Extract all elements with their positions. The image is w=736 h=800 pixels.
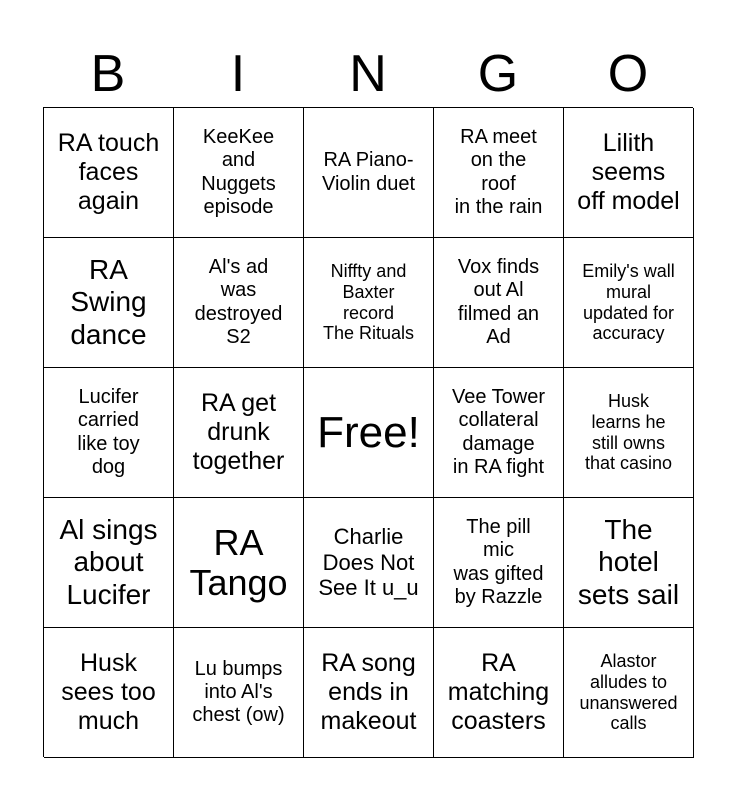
bingo-cell-r4c4[interactable]: The pill mic was gifted by Razzle — [434, 498, 564, 628]
bingo-board — [43, 107, 693, 757]
bingo-cell-r5c4[interactable]: RA matching coasters — [434, 628, 564, 758]
bingo-cell-r1c4[interactable]: RA meet on the roof in the rain — [434, 108, 564, 238]
header-letter-i: I — [230, 45, 246, 103]
bingo-cell-r3c1[interactable]: Lucifer carried like toy dog — [44, 368, 174, 498]
bingo-cell-free[interactable]: Free! — [304, 368, 434, 498]
bingo-cell-r2c2[interactable]: Al's ad was destroyed S2 — [174, 238, 304, 368]
bingo-cell-r4c1[interactable]: Al sings about Lucifer — [44, 498, 174, 628]
header-letter-n: N — [349, 45, 387, 103]
header-letter-b: B — [90, 45, 126, 103]
bingo-cell-r3c4[interactable]: Vee Tower collateral damage in RA fight — [434, 368, 564, 498]
header-letter-o: O — [607, 45, 649, 103]
bingo-cell-r4c2[interactable]: RA Tango — [174, 498, 304, 628]
bingo-cell-r3c2[interactable]: RA get drunk together — [174, 368, 304, 498]
bingo-cell-r5c5[interactable]: Alastor alludes to unanswered calls — [564, 628, 694, 758]
header-letter-g: G — [477, 45, 519, 103]
bingo-cell-r5c3[interactable]: RA song ends in makeout — [304, 628, 434, 758]
bingo-cell-r1c5[interactable]: Lilith seems off model — [564, 108, 694, 238]
bingo-header — [43, 40, 693, 108]
bingo-cell-r4c5[interactable]: The hotel sets sail — [564, 498, 694, 628]
bingo-cell-r1c2[interactable]: KeeKee and Nuggets episode — [174, 108, 304, 238]
bingo-cell-r2c3[interactable]: Niffty and Baxter record The Rituals — [304, 238, 434, 368]
bingo-cell-r2c5[interactable]: Emily's wall mural updated for accuracy — [564, 238, 694, 368]
bingo-cell-r5c2[interactable]: Lu bumps into Al's chest (ow) — [174, 628, 304, 758]
bingo-cell-r1c3[interactable]: RA Piano- Violin duet — [304, 108, 434, 238]
bingo-cell-r1c1[interactable]: RA touch faces again — [44, 108, 174, 238]
bingo-cell-r5c1[interactable]: Husk sees too much — [44, 628, 174, 758]
bingo-cell-r2c1[interactable]: RA Swing dance — [44, 238, 174, 368]
bingo-cell-r4c3[interactable]: Charlie Does Not See It u_u — [304, 498, 434, 628]
bingo-cell-r2c4[interactable]: Vox finds out Al filmed an Ad — [434, 238, 564, 368]
bingo-cell-r3c5[interactable]: Husk learns he still owns that casino — [564, 368, 694, 498]
